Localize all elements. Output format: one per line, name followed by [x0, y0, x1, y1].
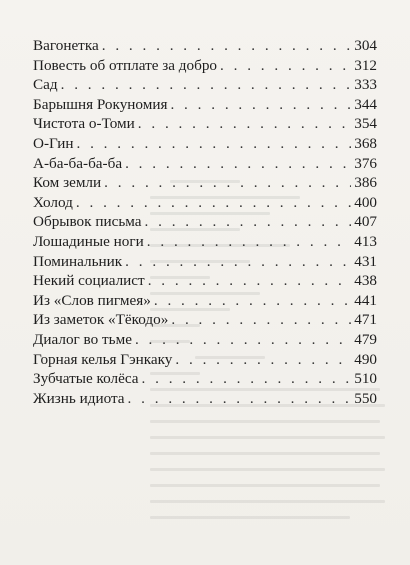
toc-entry[interactable]	[33, 291, 377, 311]
toc-entry-page: 368	[354, 134, 377, 152]
toc-entry[interactable]	[33, 232, 377, 252]
leader-dots	[102, 36, 352, 56]
toc-entry-title: О-Гин	[33, 134, 74, 152]
toc-entry-page: 304	[354, 37, 377, 54]
leader-dots	[138, 114, 351, 134]
toc-entry-title: Зубчатые колёса	[33, 370, 139, 388]
leader-dots	[148, 271, 352, 291]
leader-dots	[145, 212, 352, 232]
leader-dots	[142, 369, 352, 389]
toc-entry[interactable]	[33, 369, 377, 389]
toc-entry-page: 386	[354, 174, 377, 192]
toc-entry-page: 479	[354, 330, 377, 348]
toc-entry-title: Лошадиные ноги	[33, 232, 144, 250]
toc-entry-title: А-ба-ба-ба-ба	[33, 154, 123, 172]
toc-entry-page: 376	[354, 154, 377, 172]
toc-entry-title: Горная келья Гэнкаку	[33, 350, 173, 368]
toc-entry[interactable]	[33, 212, 377, 232]
leader-dots	[154, 291, 351, 311]
leader-dots	[76, 193, 351, 213]
toc-entry-page: 400	[354, 193, 377, 211]
toc-entry-page: 471	[354, 311, 377, 329]
table-of-contents	[33, 36, 377, 408]
toc-entry-title: Чистота о-Томи	[33, 115, 135, 133]
toc-entry-page: 413	[354, 232, 377, 250]
toc-entry-page: 431	[354, 252, 377, 270]
leader-dots	[76, 134, 351, 154]
toc-entry-page: 333	[354, 76, 377, 94]
leader-dots	[104, 173, 351, 193]
toc-entry-page: 510	[354, 370, 377, 388]
toc-entry[interactable]	[33, 271, 377, 291]
toc-entry[interactable]	[33, 75, 377, 95]
toc-entry[interactable]	[33, 173, 377, 193]
toc-entry-title: Ком земли	[33, 174, 102, 192]
toc-entry-page: 344	[354, 95, 377, 113]
toc-entry[interactable]	[33, 330, 377, 350]
toc-entry-title: Из заметок «Тёкодо»	[33, 311, 169, 329]
toc-entry[interactable]	[33, 310, 377, 330]
leader-dots	[175, 350, 351, 370]
toc-entry-page: 441	[354, 291, 377, 309]
toc-entry[interactable]	[33, 114, 377, 134]
leader-dots	[170, 95, 351, 115]
toc-entry-title: Некий социалист	[33, 272, 145, 290]
leader-dots	[135, 330, 351, 350]
toc-entry-page: 490	[354, 350, 377, 368]
toc-entry[interactable]	[33, 350, 377, 370]
toc-entry[interactable]	[33, 36, 377, 56]
leader-dots	[61, 75, 352, 95]
toc-entry-page: 550	[354, 389, 377, 407]
toc-entry-title: Сад	[33, 76, 58, 94]
toc-entry[interactable]	[33, 389, 377, 409]
toc-entry[interactable]	[33, 134, 377, 154]
leader-dots	[171, 310, 351, 330]
toc-entry-title: Диалог во тьме	[33, 330, 132, 348]
toc-entry-title: Вагонетка	[33, 37, 99, 54]
toc-entry-title: Обрывок письма	[33, 213, 142, 231]
toc-entry[interactable]	[33, 154, 377, 174]
toc-entry[interactable]	[33, 95, 377, 115]
toc-entry[interactable]	[33, 252, 377, 272]
toc-entry-title: Из «Слов пигмея»	[33, 291, 151, 309]
toc-entry-page: 407	[354, 213, 377, 231]
leader-dots	[147, 232, 351, 252]
toc-entry-page: 438	[354, 272, 377, 290]
toc-entry-title: Холод	[33, 193, 73, 211]
leader-dots	[128, 389, 352, 409]
toc-entry-title: Жизнь идиота	[33, 389, 125, 407]
toc-entry-title: Повесть об отплате за добро	[33, 56, 218, 74]
leader-dots	[220, 56, 351, 76]
toc-entry-title: Поминальник	[33, 252, 123, 270]
toc-entry[interactable]	[33, 56, 377, 76]
toc-entry[interactable]	[33, 193, 377, 213]
toc-entry-title: Барышня Рокуномия	[33, 95, 168, 113]
toc-entry-page: 312	[354, 56, 377, 74]
leader-dots	[125, 154, 351, 174]
toc-entry-page: 354	[354, 115, 377, 133]
leader-dots	[125, 252, 351, 272]
